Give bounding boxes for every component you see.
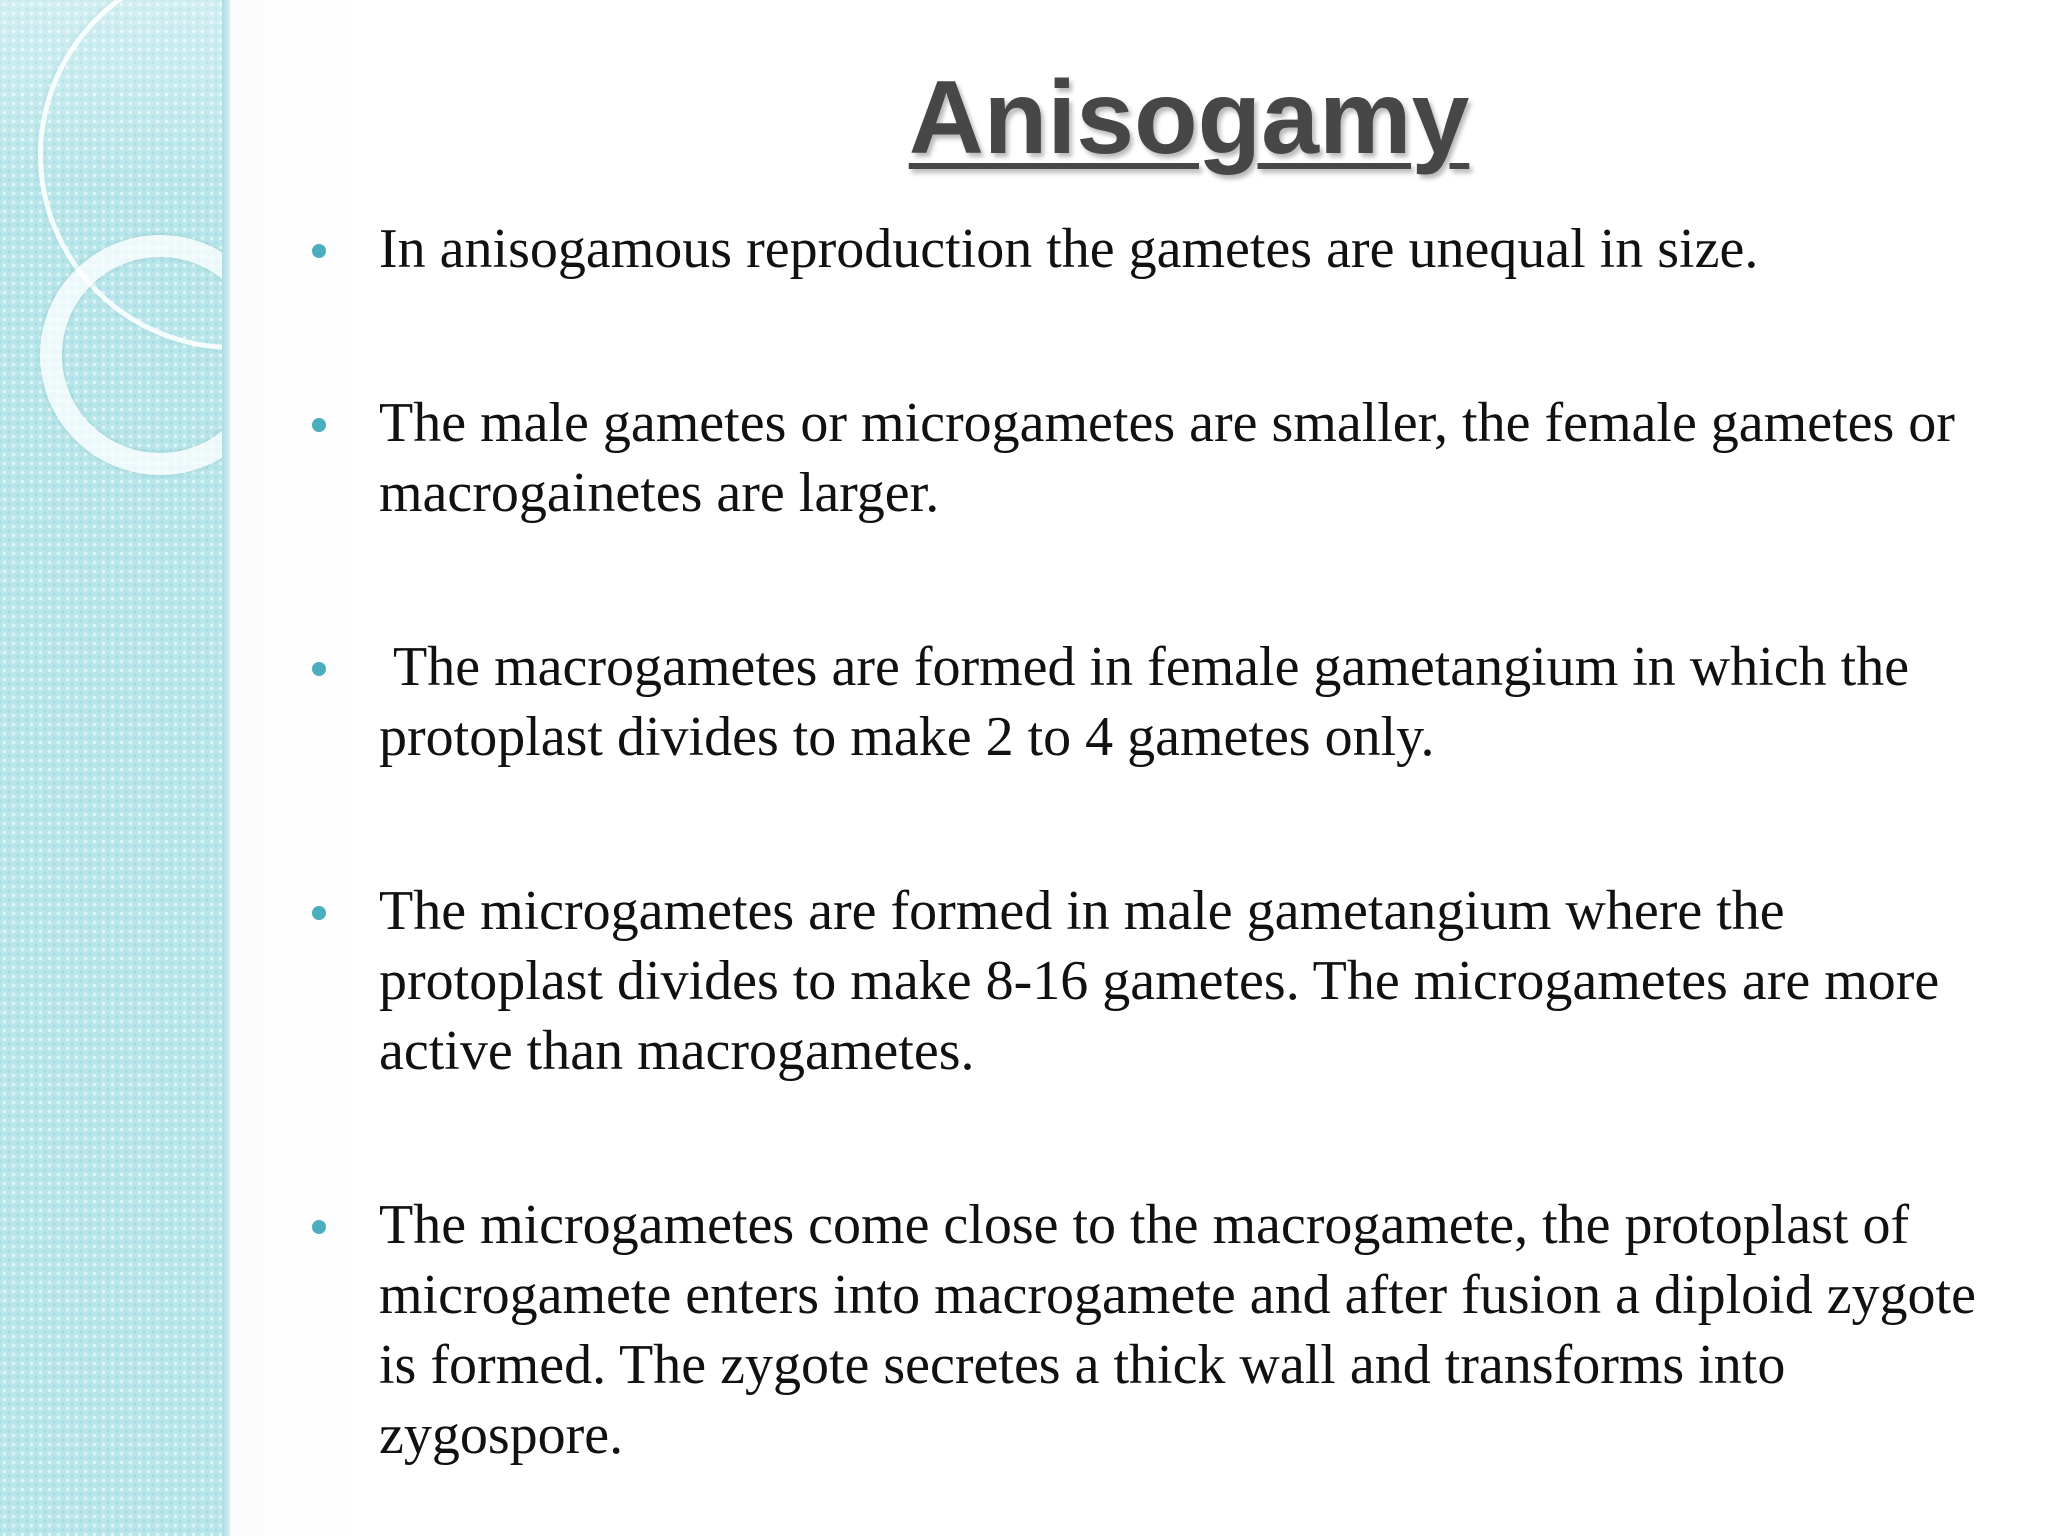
- bullet-dot-icon: [312, 244, 326, 258]
- bullet-item-2: [312, 388, 1992, 528]
- small-ring-decoration-icon: [40, 235, 230, 475]
- bullet-text-5: The microgametes come close to the macrogamete, the protoplast of microgamete enters into macrogamete and after fusion a diploid zygote is formed. The zygote secretes a thick wall and transforms into zygospore.: [379, 1194, 1976, 1466]
- bullet-item-3: [312, 632, 1992, 772]
- bullet-list: [312, 214, 1992, 1470]
- bullet-text-4: The microgametes are formed in male gametangium where the protoplast divides to make 8-16 gametes. The microgametes are more active than macrogametes.: [379, 880, 1940, 1082]
- bullet-item-1: [312, 214, 1992, 284]
- bullet-dot-icon: [312, 418, 326, 432]
- slide-title: Anisogamy: [908, 60, 1470, 176]
- bullet-item-4: [312, 876, 1992, 1086]
- bullet-dot-icon: [312, 906, 326, 920]
- side-band-edge: [222, 0, 230, 1536]
- bullet-dot-icon: [312, 662, 326, 676]
- bullet-dot-icon: [312, 1220, 326, 1234]
- side-decoration-band: [0, 0, 230, 1536]
- bullet-text-2: The male gametes or microgametes are smaller, the female gametes or macrogainetes are larger.: [379, 392, 1955, 524]
- bullet-item-5: [312, 1190, 1992, 1470]
- bullet-text-1: In anisogamous reproduction the gametes are unequal in size.: [379, 218, 1759, 280]
- bullet-text-3: The macrogametes are formed in female gametangium in which the protoplast divides to make 2 to 4 gametes only.: [379, 636, 1924, 768]
